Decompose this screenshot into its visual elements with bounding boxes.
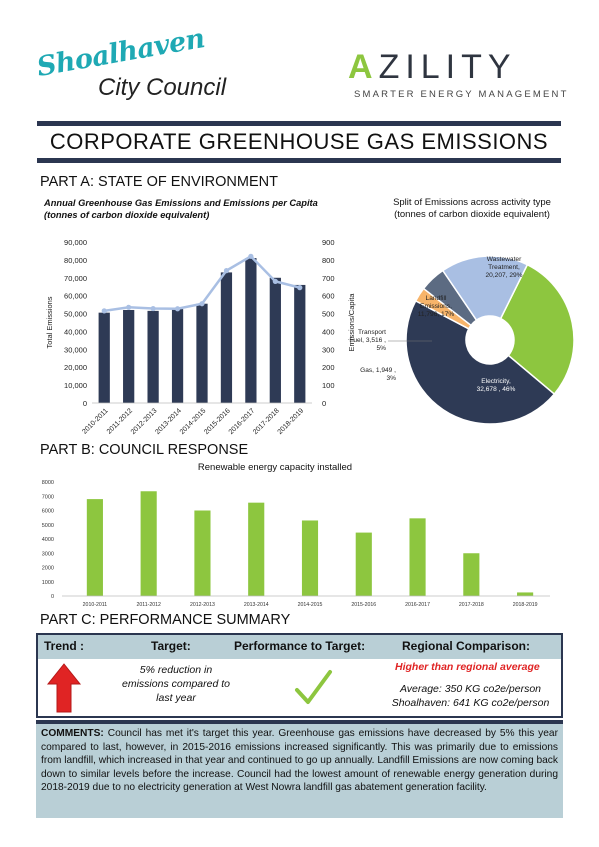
y2-tick-label: 0 xyxy=(322,399,327,408)
y-tick-label: 0 xyxy=(50,594,54,600)
regional-shoalhaven: Shoalhaven: 641 KG co2e/person xyxy=(391,697,550,709)
y2-tick-label: 700 xyxy=(322,273,335,283)
pie-label-electricity: Electricity, 32,678 , 46% xyxy=(476,378,516,393)
comments-panel xyxy=(36,720,563,818)
page-title: CORPORATE GREENHOUSE GAS EMISSIONS xyxy=(49,129,549,154)
per-capita-point xyxy=(273,279,278,284)
y-tick-label: 30,000 xyxy=(64,345,87,355)
per-capita-point xyxy=(199,301,204,306)
regional-label: Regional Comparison: xyxy=(402,639,531,653)
title-rule-bottom xyxy=(37,158,561,163)
x-tick-label: 2012-2013 xyxy=(129,407,159,437)
x-tick-label: 2018-2019 xyxy=(512,602,538,608)
target-label: Target: xyxy=(151,639,191,653)
y-tick-label: 70,000 xyxy=(64,273,87,283)
emissions-bar xyxy=(99,313,110,403)
y-tick-label: 40,000 xyxy=(64,327,87,337)
emissions-bar xyxy=(221,272,232,403)
azility-mark: A xyxy=(348,48,379,86)
emissions-bar xyxy=(147,311,158,403)
x-tick-label: 2015-2016 xyxy=(203,407,232,437)
check-icon xyxy=(293,668,333,708)
x-tick-label: 2013-2014 xyxy=(243,602,269,608)
x-tick-label: 2011-2012 xyxy=(105,407,135,436)
emissions-bar xyxy=(196,304,207,403)
renewable-bar xyxy=(356,533,372,596)
renewable-bar xyxy=(302,520,318,596)
split-chart-title: Split of Emissions across activity type (tonnes of carbon dioxide equivalent) xyxy=(393,197,551,220)
renewable-bar xyxy=(517,592,533,596)
title-rule-top xyxy=(37,121,561,126)
emissions-bar xyxy=(270,278,281,403)
renewable-bar xyxy=(409,518,425,596)
azility-name: ZILITY xyxy=(378,48,517,86)
up-arrow-icon xyxy=(46,662,82,714)
x-tick-label: 2012-2013 xyxy=(190,602,215,608)
x-tick-label: 2018-2019 xyxy=(276,407,306,437)
emissions-bar xyxy=(123,310,134,403)
x-tick-label: 2013-2014 xyxy=(154,407,183,437)
part-b-heading: PART B: COUNCIL RESPONSE xyxy=(40,442,249,458)
y-tick-label: 80,000 xyxy=(64,255,87,265)
trend-label: Trend : xyxy=(44,639,85,653)
city-council-wordmark: City Council xyxy=(98,74,227,101)
part-c-heading: PART C: PERFORMANCE SUMMARY xyxy=(40,612,291,628)
y2-tick-label: 200 xyxy=(322,363,335,373)
x-tick-label: 2011-2012 xyxy=(136,602,161,608)
renewable-bar xyxy=(87,499,103,596)
y-tick-label: 10,000 xyxy=(64,381,87,391)
renewable-bar xyxy=(248,503,264,596)
y2-tick-label: 900 xyxy=(322,238,335,247)
regional-status: Higher than regional average xyxy=(395,661,540,673)
pie-label-landfill: Landfill Emissions, 11,796, 17% xyxy=(417,295,455,318)
y2-tick-label: 800 xyxy=(322,255,335,265)
y-tick-label: 6000 xyxy=(41,508,54,515)
y2-tick-label: 400 xyxy=(322,327,335,337)
per-capita-point xyxy=(151,306,156,311)
pie-label-gas: Gas, 1,949 , 3% xyxy=(360,367,396,382)
renewable-bar xyxy=(463,553,479,596)
y-axis-label: Total Emissions xyxy=(45,296,54,349)
emissions-bar xyxy=(294,285,305,403)
y-tick-label: 90,000 xyxy=(64,238,87,247)
per-capita-point xyxy=(126,305,131,310)
emissions-chart-title: Annual Greenhouse Gas Emissions and Emissions per Capita (tonnes of carbon dioxide equivalent) xyxy=(44,198,318,220)
renewable-bar xyxy=(194,511,210,597)
azility-tagline: SMARTER ENERGY MANAGEMENT xyxy=(354,89,569,100)
pie-label-wastewater: Wastewater Treatment, 20,207, 29% xyxy=(485,256,523,279)
x-tick-label: 2016-2017 xyxy=(405,602,430,608)
y-tick-label: 60,000 xyxy=(64,291,87,301)
y-tick-label: 5000 xyxy=(41,522,54,529)
azility-wordmark xyxy=(348,48,517,87)
per-capita-point xyxy=(297,285,302,290)
y2-tick-label: 300 xyxy=(322,345,335,355)
y-tick-label: 50,000 xyxy=(64,309,87,319)
per-capita-point xyxy=(248,254,253,259)
y-tick-label: 1000 xyxy=(41,579,54,586)
y2-tick-label: 100 xyxy=(322,381,335,391)
performance-label: Performance to Target: xyxy=(234,639,366,653)
y-tick-label: 20,000 xyxy=(64,363,87,373)
emissions-bar xyxy=(245,258,256,403)
x-tick-label: 2016-2017 xyxy=(227,407,257,437)
renewable-bar xyxy=(141,491,157,596)
x-tick-label: 2017-2018 xyxy=(458,602,484,608)
renewable-energy-chart xyxy=(40,474,560,610)
performance-header xyxy=(38,635,561,659)
x-tick-label: 2017-2018 xyxy=(252,407,281,437)
shoalhaven-logo xyxy=(34,23,240,112)
comments-text: Council has met it's target this year. Greenhouse gas emissions have decreased by 5% this year compared to last, however, in 2015-2016 emissions increased significantly. This was primarily due to emissions from landfill, which increased in that year and continued to go up annually. Landfill Emissions are now coming back down to similar levels before the increase. Council had the lowest amount of renewable energy generation during 2018-2019 due to no electricity generation at West Nowra landfill gas abatement generation facility. xyxy=(41,728,558,794)
per-capita-point xyxy=(175,306,180,311)
y2-tick-label: 500 xyxy=(322,309,335,319)
performance-summary-panel xyxy=(36,633,563,718)
pie-label-transport: Transport Fuel, 3,516 , 5% xyxy=(349,329,386,352)
emissions-bar xyxy=(172,309,183,403)
y-tick-label: 2000 xyxy=(41,565,54,572)
x-tick-label: 2010-2011 xyxy=(82,602,108,608)
x-tick-label: 2010-2011 xyxy=(81,407,110,436)
y2-axis-label: Emissions/Capita xyxy=(347,293,356,352)
x-tick-label: 2014-2015 xyxy=(297,602,323,608)
renewable-chart-title: Renewable energy capacity installed xyxy=(197,462,353,473)
emissions-chart xyxy=(36,230,366,440)
regional-average: Average: 350 KG co2e/person xyxy=(399,683,542,695)
shoalhaven-wordmark: Shoalhaven xyxy=(34,23,207,83)
target-text: 5% reduction in emissions compared to last year xyxy=(122,664,230,704)
per-capita-point xyxy=(102,308,107,313)
y-tick-label: 3000 xyxy=(41,551,54,558)
x-tick-label: 2015-2016 xyxy=(351,602,377,608)
y-tick-label: 8000 xyxy=(41,480,54,486)
y-tick-label: 4000 xyxy=(41,537,54,543)
per-capita-point xyxy=(224,268,229,273)
azility-logo xyxy=(348,48,569,108)
comments-label: COMMENTS: xyxy=(41,728,104,739)
y2-tick-label: 600 xyxy=(322,291,335,301)
y-tick-label: 0 xyxy=(82,399,87,408)
y-tick-label: 7000 xyxy=(41,494,54,501)
part-a-heading: PART A: STATE OF ENVIRONMENT xyxy=(40,174,278,190)
x-tick-label: 2014-2015 xyxy=(178,407,208,437)
